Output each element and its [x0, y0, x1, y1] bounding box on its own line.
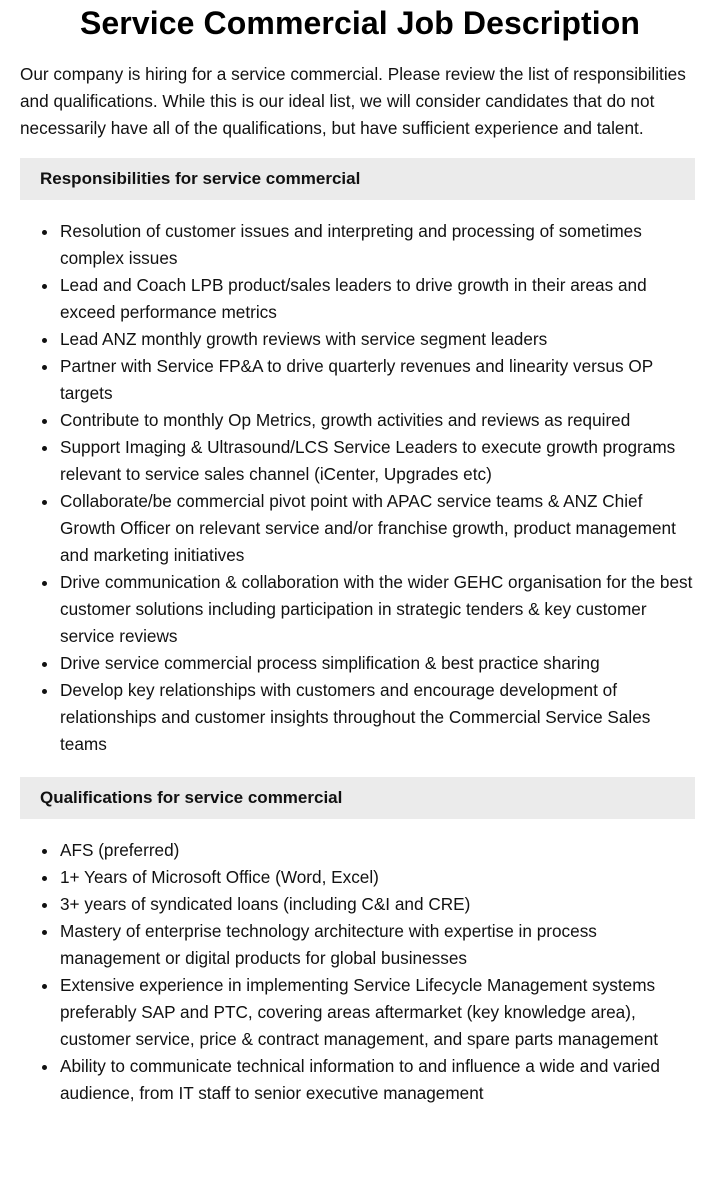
list-item-text: Resolution of customer issues and interpreting and processing of sometimes complex issues — [60, 221, 642, 268]
list-item — [60, 677, 700, 758]
qualifications-list — [20, 837, 700, 1107]
bullet-icon — [42, 662, 47, 667]
bullet-icon — [42, 930, 47, 935]
list-item-text: Collaborate/be commercial pivot point with APAC service teams & ANZ Chief Growth Officer on relevant service and/or franchise growth, product management and marketing initiatives — [60, 491, 676, 565]
list-item-text: AFS (preferred) — [60, 840, 180, 860]
bullet-icon — [42, 500, 47, 505]
list-item — [60, 326, 700, 353]
list-item — [60, 972, 700, 1053]
list-item — [60, 407, 700, 434]
list-item — [60, 837, 700, 864]
list-item — [60, 1053, 700, 1107]
responsibilities-list — [20, 218, 700, 758]
list-item-text: Contribute to monthly Op Metrics, growth activities and reviews as required — [60, 410, 631, 430]
list-item — [60, 488, 700, 569]
list-item — [60, 272, 700, 326]
bullet-icon — [42, 903, 47, 908]
list-item — [60, 353, 700, 407]
page-title: Service Commercial Job Description — [79, 5, 641, 41]
bullet-icon — [42, 689, 47, 694]
list-item-text: Support Imaging & Ultrasound/LCS Service Leaders to execute growth programs relevant to service sales channel (iCenter, Upgrades etc) — [60, 437, 676, 484]
list-item-text: Ability to communicate technical information to and influence a wide and varied audience, from IT staff to senior executive management — [60, 1056, 660, 1103]
list-item-text: Develop key relationships with customers and encourage development of relationships and customer insights throughout the Commercial Service Sales teams — [60, 680, 651, 754]
bullet-icon — [42, 581, 47, 586]
list-item — [60, 218, 700, 272]
list-item — [60, 891, 700, 918]
list-item — [60, 650, 700, 677]
list-item-text: Drive communication & collaboration with the wider GEHC organisation for the best customer solutions including participation in strategic tenders & key customer service reviews — [60, 572, 693, 646]
bullet-icon — [42, 230, 47, 235]
list-item — [60, 569, 700, 650]
list-item-text: 1+ Years of Microsoft Office (Word, Excel) — [60, 867, 379, 887]
list-item-text: Mastery of enterprise technology architecture with expertise in process management or digital products for global businesses — [60, 921, 597, 968]
bullet-icon — [42, 365, 47, 370]
bullet-icon — [42, 419, 47, 424]
bullet-icon — [42, 338, 47, 343]
responsibilities-heading: Responsibilities for service commercial — [20, 158, 695, 200]
list-item-text: Lead ANZ monthly growth reviews with service segment leaders — [60, 329, 548, 349]
bullet-icon — [42, 446, 47, 451]
qualifications-heading: Qualifications for service commercial — [20, 777, 695, 819]
intro-paragraph: Our company is hiring for a service commercial. Please review the list of responsibilities and qualifications. While this is our ideal list, we will consider candidates that do not necessarily have all of the qualifications, but have sufficient experience and talent. — [20, 64, 686, 138]
list-item — [60, 918, 700, 972]
list-item-text: Drive service commercial process simplification & best practice sharing — [60, 653, 600, 673]
list-item-text: Lead and Coach LPB product/sales leaders to drive growth in their areas and exceed performance metrics — [60, 275, 647, 322]
list-item — [60, 864, 700, 891]
bullet-icon — [42, 284, 47, 289]
list-item-text: Partner with Service FP&A to drive quarterly revenues and linearity versus OP targets — [60, 356, 653, 403]
bullet-icon — [42, 876, 47, 881]
list-item-text: Extensive experience in implementing Service Lifecycle Management systems preferably SAP and PTC, covering areas aftermarket (key knowledge area), customer service, price & contract management, and spare parts management — [60, 975, 659, 1049]
list-item — [60, 434, 700, 488]
bullet-icon — [42, 984, 47, 989]
list-item-text: 3+ years of syndicated loans (including C&I and CRE) — [60, 894, 471, 914]
bullet-icon — [42, 849, 47, 854]
bullet-icon — [42, 1065, 47, 1070]
